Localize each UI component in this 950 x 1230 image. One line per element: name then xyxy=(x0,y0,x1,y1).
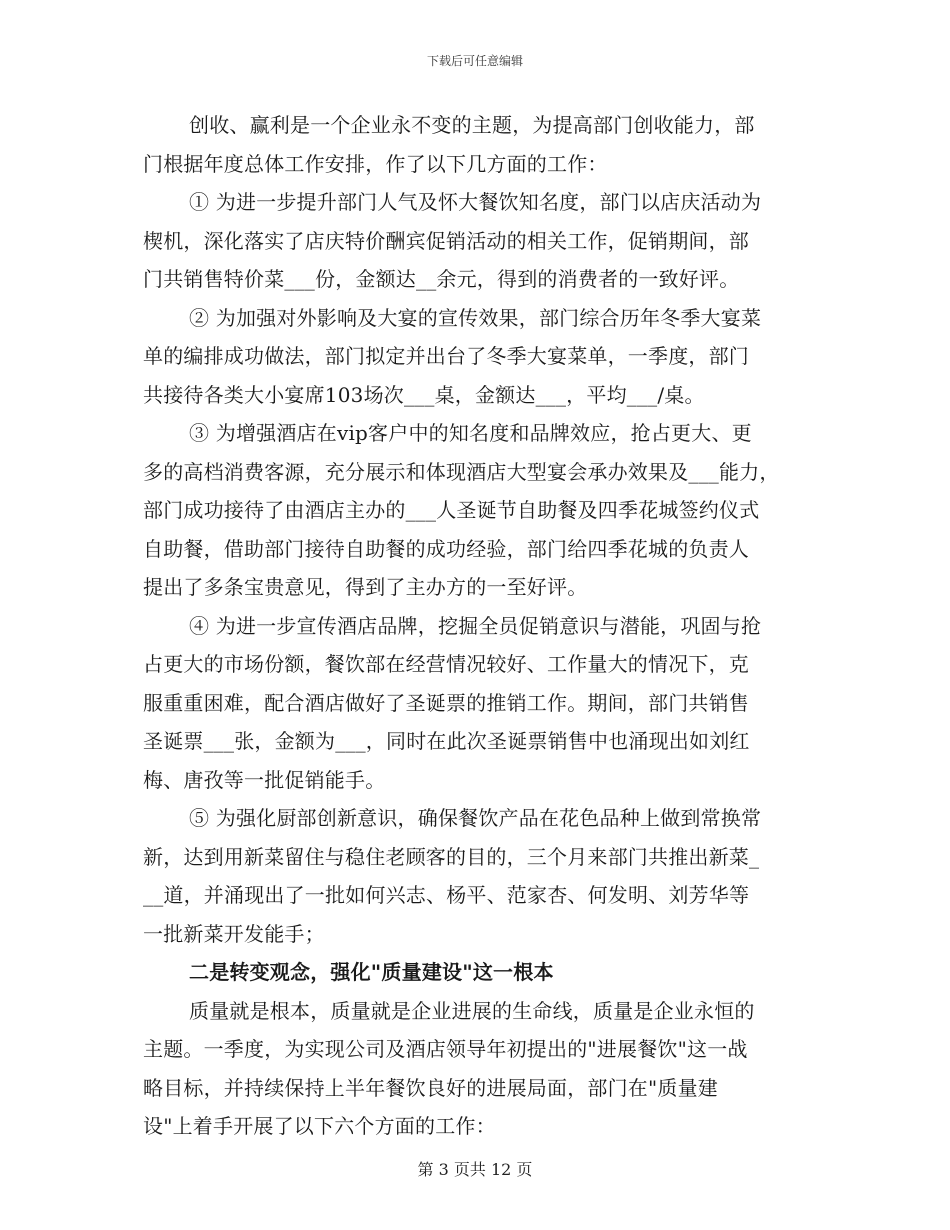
paragraph-line: 单的编排成功做法，部门拟定并出台了冬季大宴菜单，一季度，部门 xyxy=(143,344,749,368)
paragraph-line: 质量就是根本，质量就是企业进展的生命线，质量是企业永恒的 xyxy=(189,998,755,1023)
paragraph-line: ③ 为增强酒店在vip客户中的知名度和品牌效应，抢占更大、更 xyxy=(189,421,752,445)
paragraph-line: 一批新菜开发能手； xyxy=(143,921,325,946)
page-footer: 第 3 页共 12 页 xyxy=(417,1160,533,1179)
paragraph-line: 部门成功接待了由酒店主办的___人圣诞节自助餐及四季花城签约仪式 xyxy=(143,498,760,522)
paragraph-line: 自助餐，借助部门接待自助餐的成功经验，部门给四季花城的负责人 xyxy=(143,536,749,561)
paragraph-line: 主题。一季度，为实现公司及酒店领导年初提出的"进展餐饮"这一战 xyxy=(143,1037,748,1061)
paragraph-line: 圣诞票___张，金额为___，同时在此次圣诞票销售中也涌现出如刘红 xyxy=(143,729,750,753)
paragraph-line: 占更大的市场份额，餐饮部在经营情况较好、工作量大的情况下，克 xyxy=(143,652,749,676)
section-heading: 二是转变观念，强化"质量建设"这一根本 xyxy=(189,960,554,984)
paragraph-line: __道，并涌现出了一批如何兴志、杨平、范家杏、何发明、刘芳华等 xyxy=(143,883,750,907)
paragraph-line: 服重重困难，配合酒店做好了圣诞票的推销工作。期间，部门共销售 xyxy=(143,690,749,715)
paragraph-line: ② 为加强对外影响及大宴的宣传效果，部门综合历年冬季大宴菜 xyxy=(189,305,762,330)
paragraph-line: ① 为进一步提升部门人气及怀大餐饮知名度，部门以店庆活动为 xyxy=(189,190,762,214)
paragraph-line: 新，达到用新菜留住与稳住老顾客的目的，三个月来部门共推出新菜_ xyxy=(143,844,760,869)
paragraph-line: 梅、唐孜等一批促销能手。 xyxy=(143,767,386,792)
page-header: 下载后可任意编辑 xyxy=(426,54,523,68)
paragraph-line: 略目标，并持续保持上半年餐饮良好的进展局面，部门在"质量建 xyxy=(143,1075,718,1100)
paragraph-line: 多的高档消费客源，充分展示和体现酒店大型宴会承办效果及___能力， xyxy=(143,459,780,484)
paragraph-line: 提出了多条宝贵意见，得到了主办方的一至好评。 xyxy=(143,575,588,599)
paragraph-line: ⑤ 为强化厨部创新意识，确保餐饮产品在花色品种上做到常换常 xyxy=(189,806,762,830)
paragraph-line: 设"上着手开展了以下六个方面的工作： xyxy=(143,1114,496,1138)
paragraph-line: 门根据年度总体工作安排，作了以下几方面的工作： xyxy=(143,151,608,176)
paragraph-line: 共接待各类大小宴席103场次___桌，金额达___，平均___/桌。 xyxy=(143,382,705,407)
paragraph-line: 创收、赢利是一个企业永不变的主题，为提高部门创收能力，部 xyxy=(189,113,755,137)
document-body xyxy=(143,106,815,1146)
paragraph-line: 门共销售特价菜___份，金额达__余元，得到的消费者的一致好评。 xyxy=(143,267,740,291)
paragraph-line: 楔机，深化落实了店庆特价酬宾促销活动的相关工作，促销期间，部 xyxy=(143,228,749,253)
paragraph-line: ④ 为进一步宣传酒店品牌，挖掘全员促销意识与潜能，巩固与抢 xyxy=(189,613,762,638)
